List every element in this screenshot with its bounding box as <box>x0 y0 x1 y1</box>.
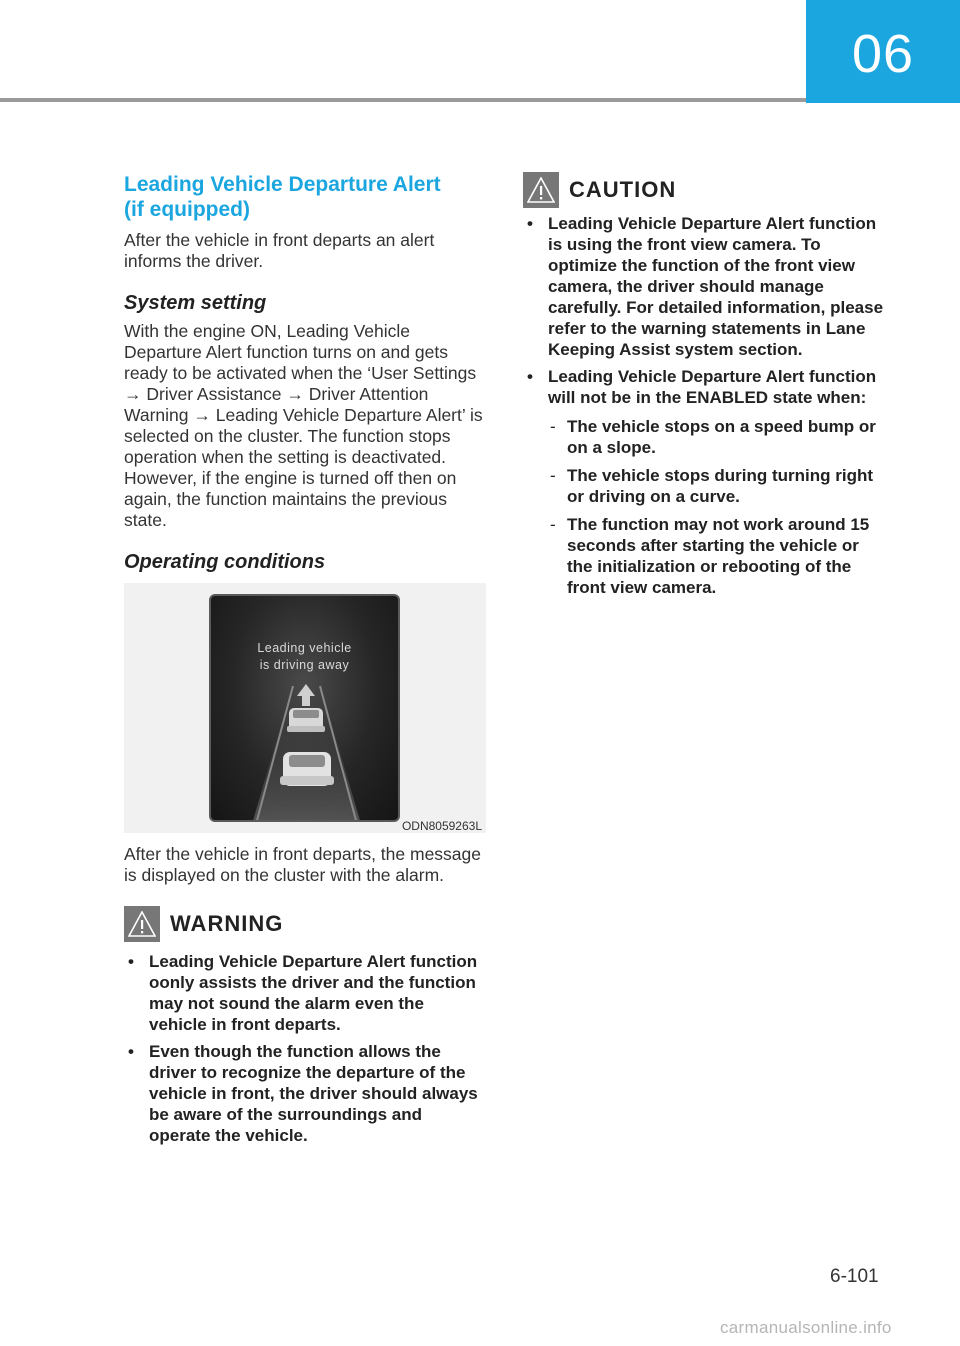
section-title-line2: (if equipped) <box>124 198 250 221</box>
cluster-message-line1: Leading vehicle <box>257 641 352 655</box>
warning-triangle-icon <box>124 906 160 942</box>
warning-list <box>124 951 486 1146</box>
left-column <box>124 172 486 1146</box>
warning-heading <box>124 906 486 942</box>
warning-label: WARNING <box>170 911 284 936</box>
cluster-message-line2: is driving away <box>259 658 350 672</box>
page-number: 6-101 <box>830 1266 879 1287</box>
caution-subitem: - The vehicle stops on a speed bump or on a slope. <box>548 416 885 458</box>
header-rule <box>0 98 806 102</box>
system-setting-paragraph: With the engine ON, Leading Vehicle Departure Alert function turns on and gets ready to be activated when the ‘User Settings → Driver Assistance → Driver Attention Warning → Leading Vehicle Departure Alert’ is selected on the cluster. The function stops operation when the setting is deactivated. However, if the engine is turned off then on again, the function maintains the previous state. <box>124 321 483 530</box>
intro-paragraph: After the vehicle in front departs an alert informs the driver. <box>124 230 435 271</box>
warning-item: • Leading Vehicle Departure Alert function oonly assists the driver and the function may not sound the alarm even the vehicle in front departs. <box>124 951 486 1035</box>
road-scene-illustration <box>211 596 400 822</box>
watermark: carmanualsonline.info <box>720 1318 892 1337</box>
caution-item-text: Leading Vehicle Departure Alert function is using the front view camera. To optimize the function of the front view camera, the driver should manage carefully. For detailed information, please refer to the warning statements in Lane Keeping Assist system section. <box>548 214 884 359</box>
after-figure-paragraph: After the vehicle in front departs, the message is displayed on the cluster with the alarm. <box>124 844 481 885</box>
caution-label: CAUTION <box>569 177 677 202</box>
caution-triangle-icon <box>523 172 559 208</box>
caution-item <box>523 366 885 598</box>
caution-list <box>523 213 885 598</box>
caution-heading <box>523 172 885 208</box>
caution-subitem: - The function may not work around 15 seconds after starting the vehicle or the initialization or rebooting of the front view camera. <box>548 514 885 598</box>
caution-subitem: - The vehicle stops during turning right or driving on a curve. <box>548 465 885 507</box>
cluster-figure <box>124 583 486 833</box>
right-column <box>523 172 885 605</box>
section-title-line1: Leading Vehicle Departure Alert <box>124 173 441 196</box>
caution-sublist <box>548 416 885 598</box>
own-car-icon <box>280 752 334 786</box>
system-setting-heading: System setting <box>124 292 267 314</box>
caution-item-text: Leading Vehicle Departure Alert function will not be in the ENABLED state when: <box>548 367 877 407</box>
warning-item: • Even though the function allows the driver to recognize the departure of the vehicle in front, the driver should always be aware of the surroundings and operate the vehicle. <box>124 1041 486 1146</box>
operating-conditions-heading: Operating conditions <box>124 551 326 573</box>
section-title <box>124 172 486 222</box>
chapter-number: 06 <box>851 23 915 84</box>
cluster-screen <box>209 594 400 822</box>
leading-car-icon <box>287 708 325 732</box>
chapter-tab <box>806 0 960 103</box>
figure-code: ODN8059263L <box>401 819 482 833</box>
caution-item <box>523 213 885 360</box>
